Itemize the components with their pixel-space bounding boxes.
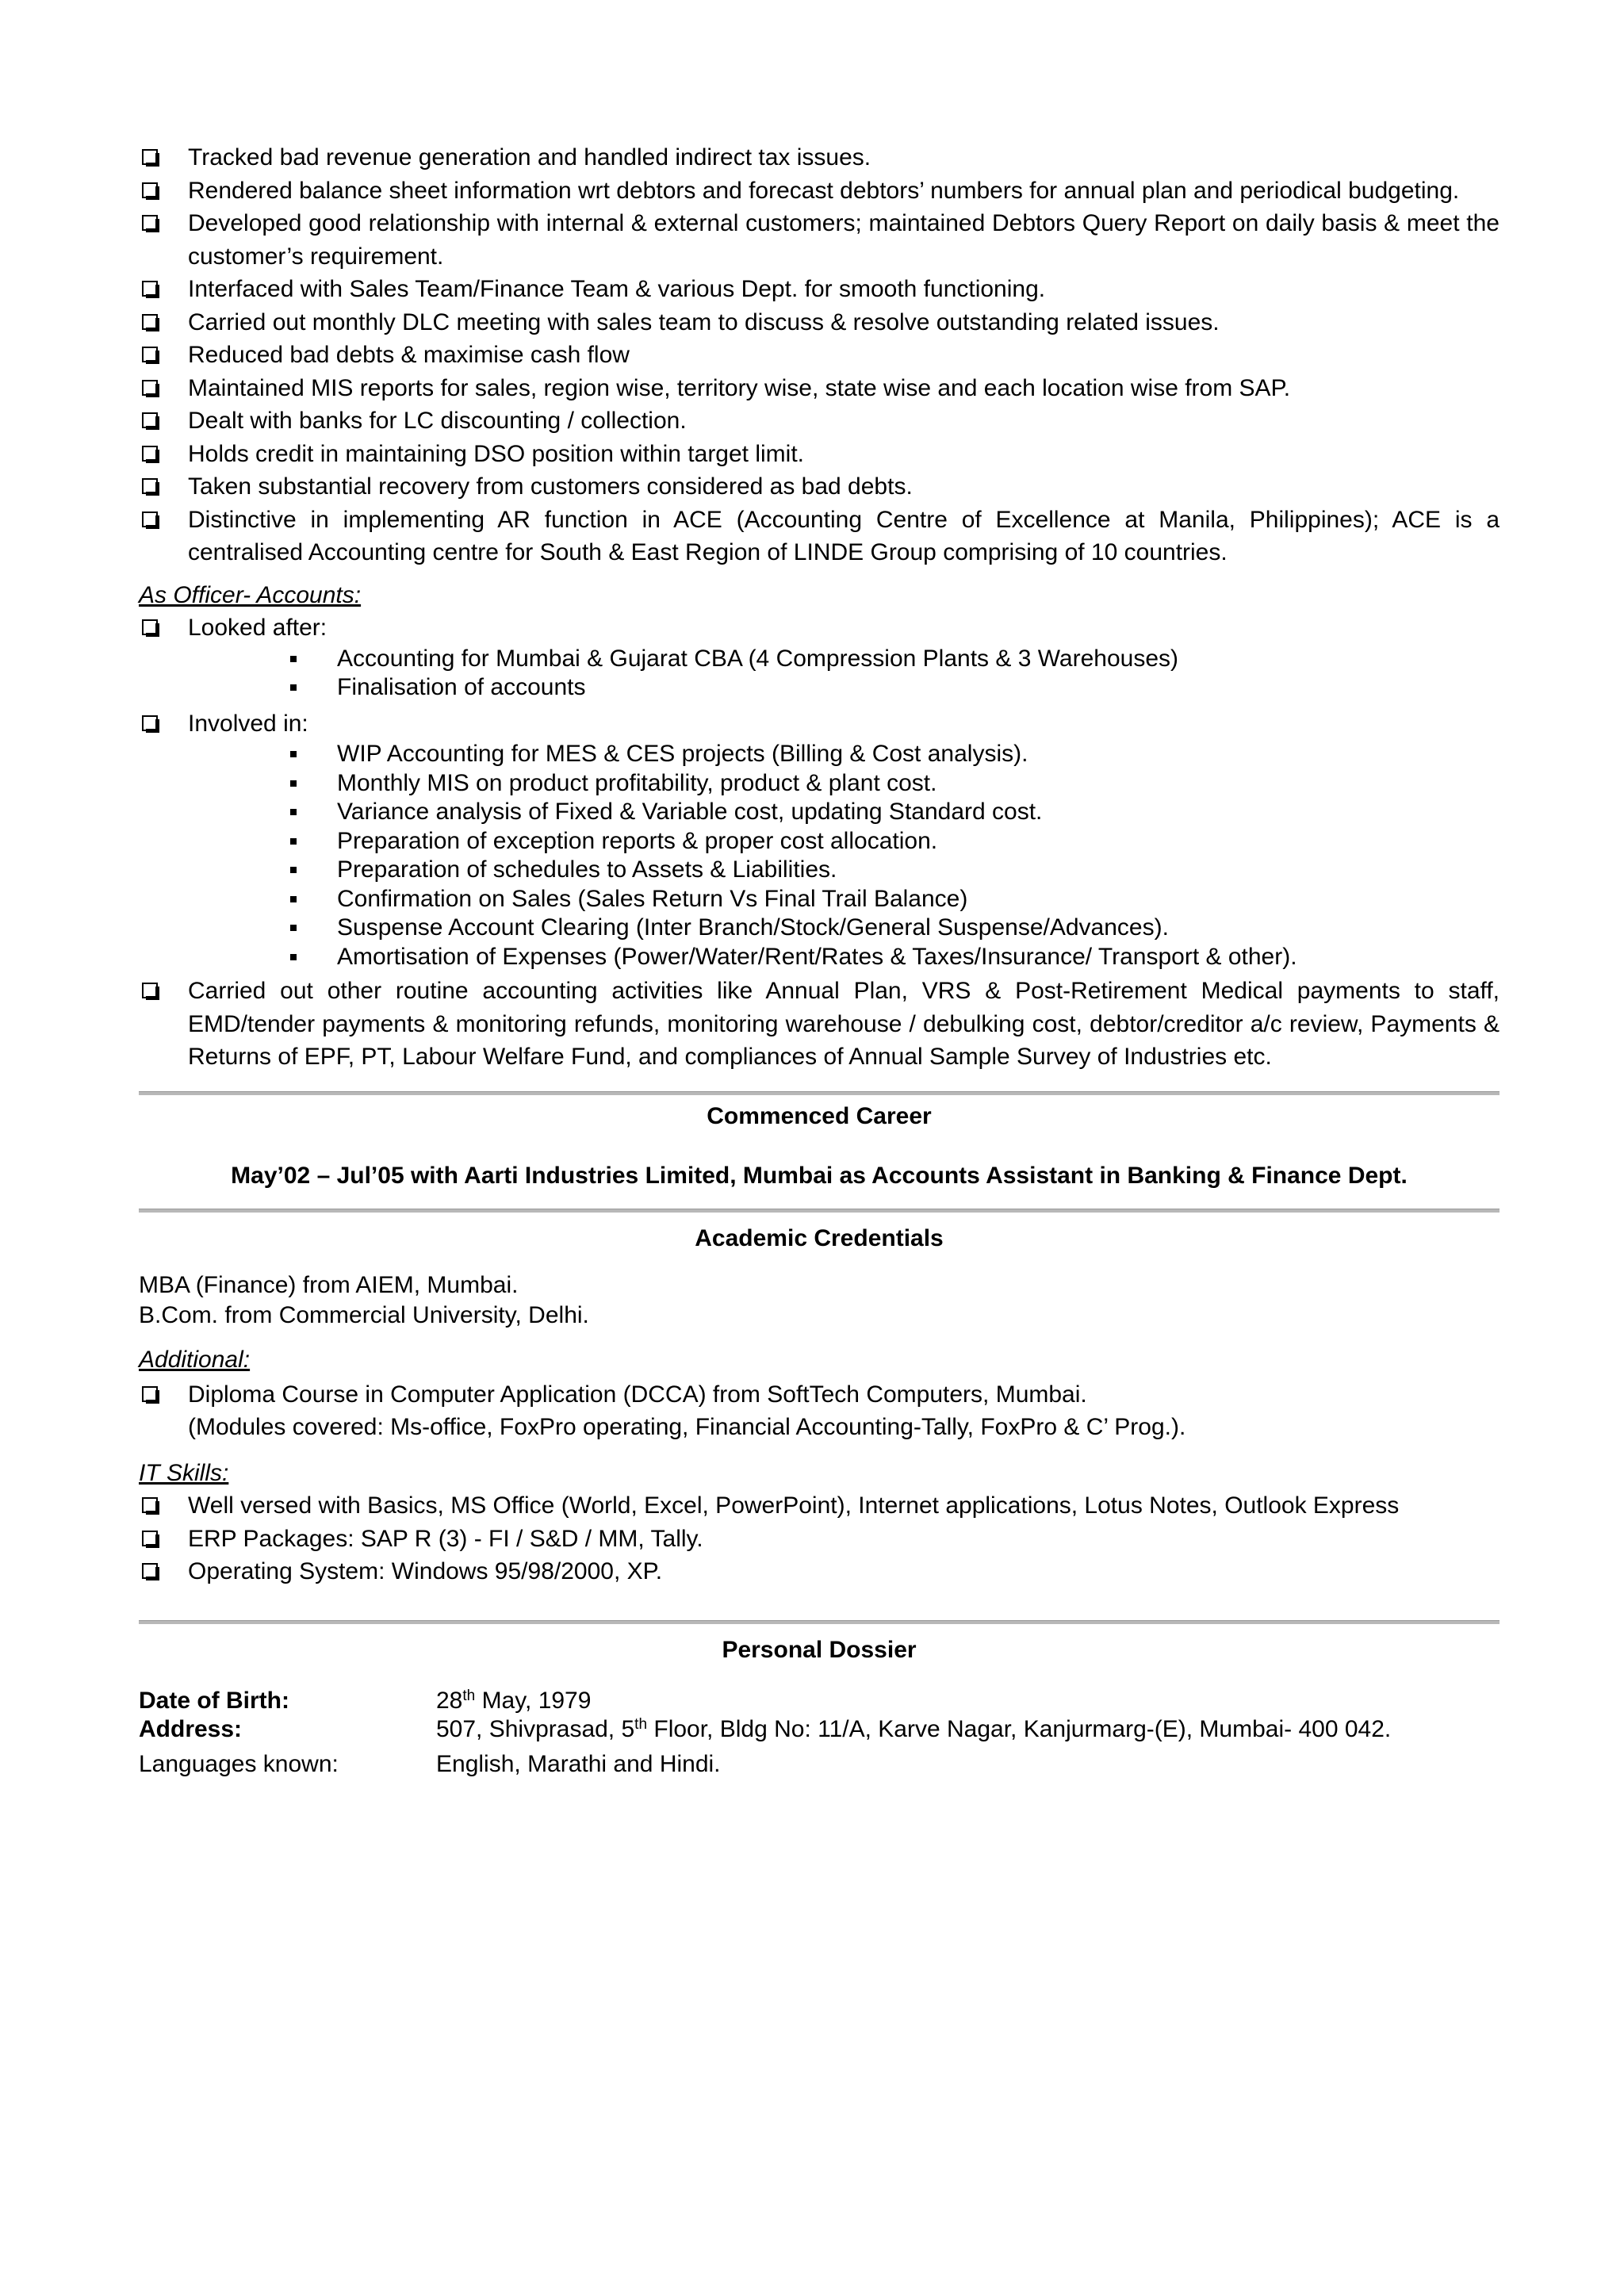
responsibility-list xyxy=(139,141,1500,569)
officer-heading: As Officer- Accounts: xyxy=(139,581,362,608)
checkbox-bullet-icon xyxy=(142,380,158,396)
square-bullet-icon xyxy=(290,838,297,845)
degree-mba: MBA (Finance) from AIEM, Mumbai. xyxy=(139,1272,519,1298)
personal-heading: Personal Dossier xyxy=(722,1636,917,1663)
languages-label: Languages known: xyxy=(139,1751,339,1777)
involved-in-item: Involved in: xyxy=(139,707,1500,741)
diploma-modules: (Modules covered: Ms-office, FoxPro operating, Financial Accounting-Tally, FoxPro & C’ Prog.). xyxy=(188,1414,1186,1440)
square-bullet-icon xyxy=(290,867,297,873)
academic-heading: Academic Credentials xyxy=(695,1224,944,1251)
languages-row xyxy=(139,1750,1500,1779)
responsibility-item: Rendered balance sheet information wrt debtors and forecast debtors’ numbers for annual plan and periodical budgeting. xyxy=(139,174,1500,208)
resume-page xyxy=(139,141,1500,1779)
checkbox-bullet-icon xyxy=(142,1563,158,1579)
involved-in-subitem: Preparation of schedules to Assets & Liabilities. xyxy=(139,856,1500,885)
checkbox-bullet-icon xyxy=(142,619,158,635)
involved-in-subitem: Confirmation on Sales (Sales Return Vs Final Trail Balance) xyxy=(139,885,1500,914)
square-bullet-icon xyxy=(290,656,297,662)
additional-heading: Additional: xyxy=(139,1347,251,1373)
involved-in-subitem: Suspense Account Clearing (Inter Branch/Stock/General Suspense/Advances). xyxy=(139,914,1500,943)
degree-bcom: B.Com. from Commercial University, Delhi. xyxy=(139,1302,589,1328)
square-bullet-icon xyxy=(290,780,297,787)
responsibility-item: Dealt with banks for LC discounting / collection. xyxy=(139,404,1500,438)
commenced-heading: Commenced Career xyxy=(707,1102,932,1129)
dob-row xyxy=(139,1687,1500,1715)
involved-in-subitem: Monthly MIS on product profitability, product & plant cost. xyxy=(139,769,1500,799)
responsibility-item: Maintained MIS reports for sales, region wise, territory wise, state wise and each location wise from SAP. xyxy=(139,372,1500,405)
checkbox-bullet-icon xyxy=(142,215,158,231)
responsibility-item: Reduced bad debts & maximise cash flow xyxy=(139,339,1500,372)
square-bullet-icon xyxy=(290,896,297,902)
address-value: 507, Shivprasad, 5th Floor, Bldg No: 11/A, Karve Nagar, Kanjurmarg-(E), Mumbai- 400 042. xyxy=(436,1716,1392,1742)
checkbox-bullet-icon xyxy=(142,149,158,165)
it-skill-item: Operating System: Windows 95/98/2000, XP. xyxy=(139,1555,1500,1588)
address-row xyxy=(139,1715,1500,1744)
checkbox-bullet-icon xyxy=(142,314,158,330)
checkbox-bullet-icon xyxy=(142,1497,158,1513)
responsibility-item: Distinctive in implementing AR function in ACE (Accounting Centre of Excellence at Manila, Philippines); ACE is a centralised Accounting centre for South & East Region of LINDE Group comprising of 10 countries. xyxy=(139,504,1500,569)
checkbox-bullet-icon xyxy=(142,412,158,428)
checkbox-bullet-icon xyxy=(142,182,158,198)
looked-after-subitem: Accounting for Mumbai & Gujarat CBA (4 Compression Plants & 3 Warehouses) xyxy=(139,645,1500,674)
looked-after-list xyxy=(139,645,1500,703)
checkbox-bullet-icon xyxy=(142,511,158,527)
involved-in-list xyxy=(139,740,1500,971)
looked-after-item: Looked after: xyxy=(139,611,1500,645)
checkbox-bullet-icon xyxy=(142,983,158,998)
it-skill-item: Well versed with Basics, MS Office (World, Excel, PowerPoint), Internet applications, Lotus Notes, Outlook Express xyxy=(139,1489,1500,1523)
languages-value: English, Marathi and Hindi. xyxy=(436,1751,721,1777)
dob-label: Date of Birth: xyxy=(139,1688,289,1714)
square-bullet-icon xyxy=(290,751,297,757)
looked-after-subitem: Finalisation of accounts xyxy=(139,673,1500,703)
involved-in-subitem: Amortisation of Expenses (Power/Water/Rent/Rates & Taxes/Insurance/ Transport & other). xyxy=(139,943,1500,972)
involved-in-subitem: Preparation of exception reports & proper cost allocation. xyxy=(139,827,1500,856)
square-bullet-icon xyxy=(290,954,297,960)
section-divider xyxy=(139,1620,1500,1624)
responsibility-item: Holds credit in maintaining DSO position within target limit. xyxy=(139,438,1500,471)
commenced-text: May’02 – Jul’05 with Aarti Industries Limited, Mumbai as Accounts Assistant in Banking & Finance Dept. xyxy=(231,1163,1408,1189)
responsibility-item: Tracked bad revenue generation and handled indirect tax issues. xyxy=(139,141,1500,174)
address-label: Address: xyxy=(139,1716,243,1742)
it-skills-heading: IT Skills: xyxy=(139,1459,229,1486)
checkbox-bullet-icon xyxy=(142,446,158,462)
involved-in-subitem: Variance analysis of Fixed & Variable cost, updating Standard cost. xyxy=(139,798,1500,827)
checkbox-bullet-icon xyxy=(142,347,158,362)
it-skills-list xyxy=(139,1489,1500,1588)
square-bullet-icon xyxy=(290,809,297,815)
responsibility-item: Interfaced with Sales Team/Finance Team & various Dept. for smooth functioning. xyxy=(139,273,1500,306)
section-divider xyxy=(139,1209,1500,1213)
checkbox-bullet-icon xyxy=(142,1531,158,1546)
square-bullet-icon xyxy=(290,925,297,931)
dob-value: 28th May, 1979 xyxy=(436,1688,592,1714)
square-bullet-icon xyxy=(290,684,297,691)
routine-activities-item: Carried out other routine accounting activities like Annual Plan, VRS & Post-Retirement Medical payments to staff, EMD/tender payments & monitoring refunds, monitoring warehouse / debulking cost, debtor/creditor a/c review, Payments & Returns of EPF, PT, Labour Welfare Fund, and compliances of Annual Sample Survey of Industries etc. xyxy=(139,975,1500,1074)
responsibility-item: Carried out monthly DLC meeting with sales team to discuss & resolve outstanding related issues. xyxy=(139,306,1500,339)
checkbox-bullet-icon xyxy=(142,715,158,731)
section-divider xyxy=(139,1091,1500,1095)
checkbox-bullet-icon xyxy=(142,1386,158,1402)
involved-in-subitem: WIP Accounting for MES & CES projects (Billing & Cost analysis). xyxy=(139,740,1500,769)
it-skill-item: ERP Packages: SAP R (3) - FI / S&D / MM, Tally. xyxy=(139,1523,1500,1556)
responsibility-item: Taken substantial recovery from customers considered as bad debts. xyxy=(139,470,1500,504)
checkbox-bullet-icon xyxy=(142,281,158,297)
checkbox-bullet-icon xyxy=(142,478,158,494)
diploma-item: Diploma Course in Computer Application (DCCA) from SoftTech Computers, Mumbai. xyxy=(139,1378,1500,1412)
responsibility-item: Developed good relationship with internal & external customers; maintained Debtors Query Report on daily basis & meet the customer’s requirement. xyxy=(139,207,1500,273)
